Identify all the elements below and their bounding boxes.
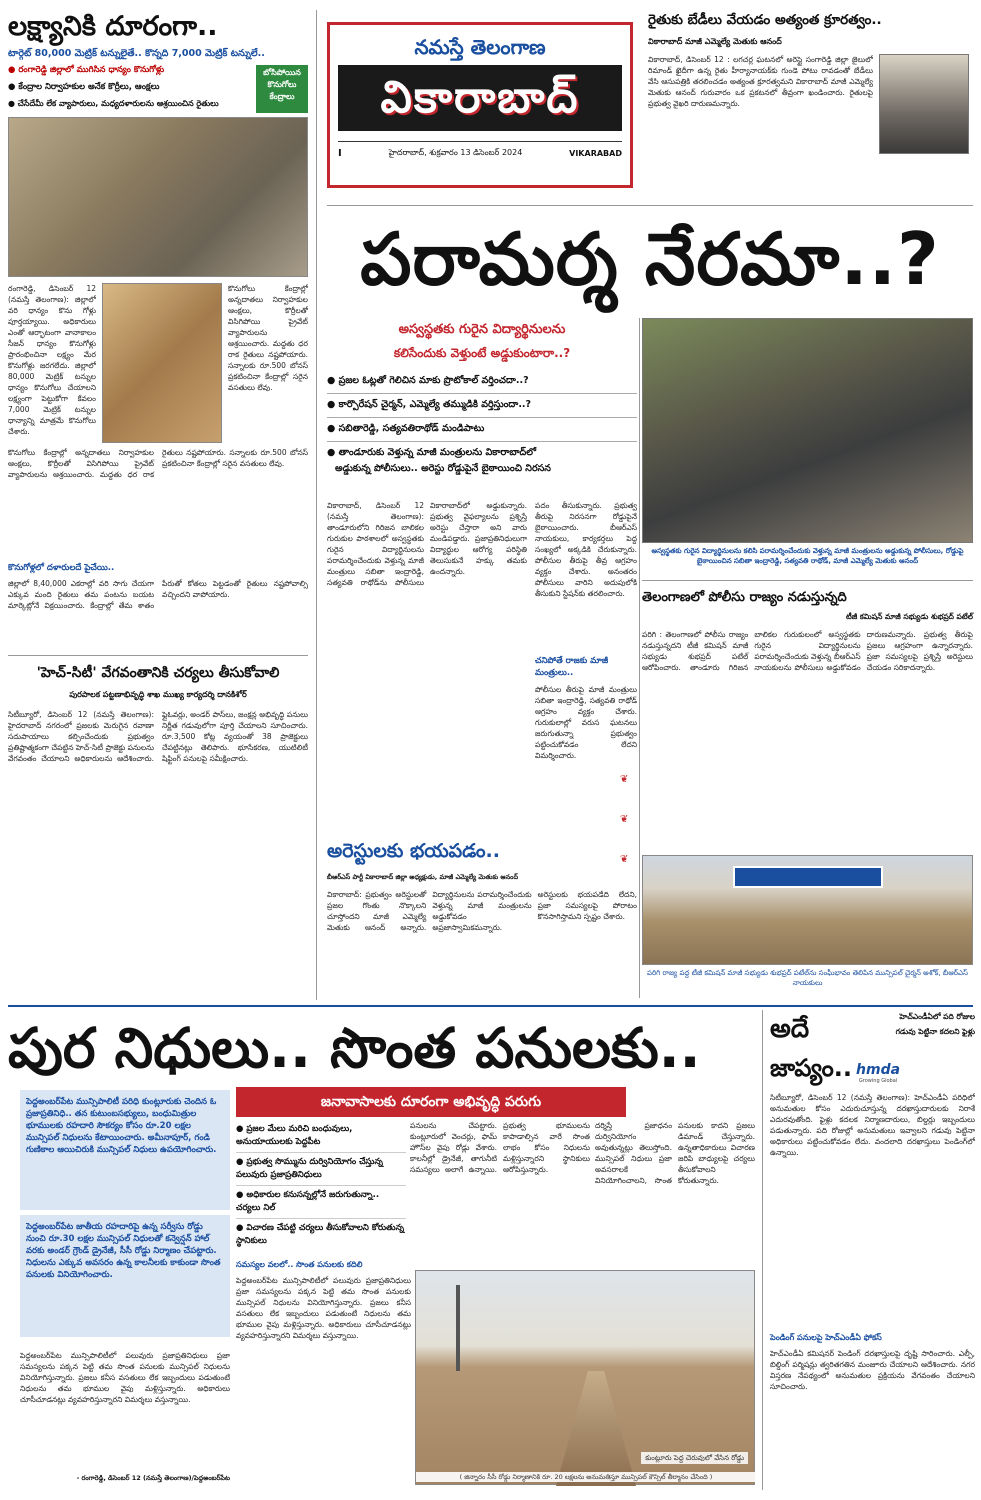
main-subheads [327,322,637,363]
hcity-subhead: పురపాలక పట్టణాభివృద్ధి శాఖ ముఖ్య కార్యదర్శి దానకిశోర్ [69,690,247,699]
bottom-body-4: పెద్దఅంబర్‌పేట మున్సిపాలిటీలో పలువురు ప్రజాప్రతినిధులు ప్రజా సమస్యలను పక్కన పెట్టి తమ సొంత పనులకు మున్సిపల్ నిధులను వినియోగిస్తున్నారు. ప్రజలు కనీస వసతులు లేక ఇబ్బందులు పడుతుంటే నిధులను తమ భూముల వైపు మళ్లిస్తున్నారు. అధికారులు చూసీచూడనట్లు వ్యవహరిస్తున్నారని విమర్శలు వస్తున్నాయి. [236,1276,411,1340]
station-sign [733,866,883,888]
hmda-logo [856,1062,900,1084]
hmda-mini-head: పెండింగ్ పనులపై హెచ్‌ఎండీఏ ఫోకస్ [770,1333,882,1342]
blue-box-1 [20,1090,230,1210]
bottom-body-3: దర్శిస్తే ప్రజాధనం దుర్వినియోగం అవుతున్నట్లు తెలుస్తోంది. మున్సిపల్ నిధులు ప్రజా అవసరాలకే వినియోగించాలని, సొంత పనులకు కాదని ప్రజలు డిమాండ్ చేస్తున్నారు. ఉన్నతాధికారులు విచారణ జరిపి బాధ్యులపై చర్యలు తీసుకోవాలని కోరుతున్నారు. [595,1121,755,1185]
hmda-kicker-2: గడువు పెట్టినా కదలని ఫైళ్లు [895,1027,975,1036]
hcity-story [8,665,308,995]
main-headline: పరామర్శ నేరమా..? [360,217,940,301]
police-divider [642,580,973,581]
arrest-subhead: బీఆర్‌ఎస్ పార్టీ వికారాబాద్ జిల్లా అధ్యక్షుడు, మాజీ ఎమ్మెల్యే మెతుకు ఆనంద్ [327,873,519,881]
arrest-headline: అరెస్టులకు భయపడం.. [327,840,500,862]
left-body-3: జిల్లాలో 8,40,000 ఎకరాల్లో వరి సాగు చేయగా ఎక్కువ మంది రైతులు తమ పంటను బయట మార్కెట్లోనే విక్రయించారు. కేంద్రాల్లో తేమ శాతం పేరుతో కోతలు పెట్టడంతో రైతులు నష్టపోవాల్సి వచ్చిందని వాపోయారు. [8,579,308,610]
hcity-body: సిటీబ్యూరో, డిసెంబర్ 12 (నమస్తే తెలంగాణ): హైదరాబాద్ నగరంలో ప్రజలకు మెరుగైన రవాణా సదుపాయాలు కల్పించేందుకు ప్రభుత్వం ప్రతిష్టాత్మకంగా చేపట్టిన హెచ్-సిటీ ప్రాజెక్టు పనులను వేగవంతం చేయాలని అధికారులను ఆదేశించారు. ఫ్లైఓవర్లు, అండర్ పాస్‌లు, జంక్షన్ల అభివృద్ధి పనులు నిర్ణీత గడువులోగా పూర్తి చేయాలని సూచించారు. రూ.3,500 కోట్ల వ్యయంతో 38 ప్రాజెక్టులు చేపట్టినట్లు తెలిపారు. భూసేకరణ, యుటిలిటీ షిఫ్టింగ్ పనులపై సమీక్షించారు. [8,710,308,763]
bottom-bullet-3: ● అధికారుల కనుసన్నల్లోనే జరుగుతున్నా.. చర్యలు నిల్ [236,1186,406,1219]
police-station-photo [642,855,973,965]
road-photo-caption: కుంట్లూరు పెద్ద చెరువులో వేసిన రోడ్డు [641,1452,748,1464]
road-photo-caption-2: ( జిన్నారం సీసీ రోడ్డు నిర్మాణానికి రూ. 20 లక్షలను అనుమతిస్తూ మున్సిపల్ కౌన్సిల్ తీర్మానం చేసింది ) [416,1472,756,1482]
top-right-story [648,12,973,212]
bottom-red-banner: జనావాసాలకు దూరంగా అభివృద్ధి పరుగు [236,1087,626,1117]
bottom-divider [8,1005,973,1007]
bottom-bullets [236,1120,406,1251]
left-bullet-1: ● రంగారెడ్డి జిల్లాలో ముగిసిన ధాన్యం కొనుగోళ్లు [8,65,165,75]
left-bullet-3: ● చేసేదేమీ లేక వ్యాపారులు, మధ్యదళారులను ఆశ్రయించిన రైతులు [8,99,219,108]
edition-title: వికారాబాద్ [338,65,622,131]
bottom-byline: - రంగారెడ్డి, డిసెంబర్ 12 (నమస్తే తెలంగాణ)/పెద్దఅంబర్‌పేట [76,1474,230,1482]
left-headline: లక్ష్యానికి దూరంగా.. [8,11,218,42]
paddy-workers-photo [8,117,308,277]
main-subhead-2: కలిసేందుకు వెళ్తుంటే అడ్డుకుంటారా..? [393,346,571,360]
top-right-body: వికారాబాద్, డిసెంబర్ 12 : లగచర్ల ఘటనలో అరెస్టై సంగారెడ్డి జిల్లా జైలులో రిమాండ్ ఖైదీగా ఉన్న రైతు హీర్యానాయక్‌కు గుండె పోటు రావడంతో బేడీలు వేసి ఆసుపత్రికి తరలించడం అత్యంత క్రూరత్వమని వికారాబాద్ మాజీ ఎమ్మెల్యే మెతుకు ఆనంద్ గురువారం ఒక ప్రకటనలో తీవ్రంగా ఖండించారు. రైతులపై ప్రభుత్వ వైఖరి దారుణమన్నారు. [648,55,873,108]
left-subhead: టార్గెట్ 80,000 మెట్రిక్ టన్నులైతే.. కొన్నది 7,000 మెట్రిక్ టన్నులే.. [8,48,265,59]
hmda-headline-2: జాప్యం.. [770,1054,853,1082]
protest-photo [642,318,973,543]
middle-vertical-rule [639,318,640,998]
police-story [642,590,973,990]
arrest-story [327,840,637,990]
top-right-subhead: వికారాబాద్ మాజీ ఎమ్మెల్యే మెతుకు ఆనంద్ [648,37,782,46]
hmda-story [770,1012,975,1492]
bottom-vertical-rule [762,1010,763,1490]
bottom-bullet-4: ● విచారణ చేపట్టి చర్యలు తీసుకోవాలని కోరుతున్న స్థానికులు [236,1223,405,1246]
main-bullet-5: అడ్డుకున్న పోలీసులు.. అరెస్టు రోడ్డుపైనే బైఠాయించి నిరసన [335,463,551,474]
hmda-kicker-1: హెచ్‌ఎండీఏలో పది రోజుల [899,1012,975,1021]
bottom-body-2: పనులను చేపట్టారు. కుంట్లూరులో వెంచర్లు, ఫామ్ హౌస్‌ల వైపు రోడ్లు వేశారు. కాలనీల్లో డ్రైనేజీ, తాగునీటి సమస్యలు అలాగే ఉన్నాయి. ప్రభుత్వ భూములను కాపాడాల్సిన వారే సొంత లాభం కోసం నిధులను మళ్లిస్తున్నారని స్థానికులు ఆరోపిస్తున్నారు. [410,1121,590,1174]
paper-name: నమస్తే తెలంగాణ [414,35,546,59]
paddy-bags-photo [102,283,222,443]
decorative-flourish: ❦ ❦ ❦ [620,774,629,865]
side-box: బోసిపోయిన కొనుగోలు కేంద్రాలు [256,65,308,113]
bottom-headline: పుర నిధులు.. సొంత పనులకు.. [8,1016,701,1080]
arrest-body: వికారాబాద్: ప్రభుత్వం అరెస్టులతో ప్రజల గొంతు నొక్కాలని చూస్తోందని మాజీ ఎమ్మెల్యే మెతుకు ఆనంద్ అన్నారు. విద్యార్థినులను పరామర్శించేందుకు వెళ్తున్న మాజీ మంత్రులను అడ్డుకోవడం అప్రజాస్వామికమన్నారు. అరెస్టులకు భయపడేది లేదని, ప్రజా సమస్యలపై పోరాటం కొనసాగిస్తామని స్పష్టం చేశారు. [327,890,637,932]
road-strip [556,1371,636,1486]
main-body-1: వికారాబాద్, డిసెంబర్ 12 (నమస్తే తెలంగాణ): తాండూరులోని గిరిజన బాలికల గురుకుల పాఠశాలలో అస్వస్థతకు గురైన విద్యార్థినులను పరామర్శించేందుకు వెళ్తున్న మాజీ మంత్రులు సబితా ఇంద్రారెడ్డి, సత్యవతి రాథోడ్‌ను పోలీసులు వికారాబాద్‌లో అడ్డుకున్నారు. ప్రభుత్వ వైఫల్యాలను ప్రశ్నిస్తే అరెస్టు చేస్తారా అని వారు మండిపడ్డారు. ప్రజాప్రతినిధులుగా విద్యార్థుల ఆరోగ్య పరిస్థితి తెలుసుకునే హక్కు తమకు ఉందన్నారు. [327,501,527,587]
bottom-bullet-1: ● ప్రజల మేలు మరిచి బంధువులు, అనుయాయులకు పెద్దపీట [236,1120,406,1153]
left-mini-head: కొనుగోళ్లలో దళారులదే పైచేయి.. [8,563,115,573]
edition-en: VIKARABAD [569,149,622,158]
left-body-1: రంగారెడ్డి, డిసెంబర్ 12 (నమస్తే తెలంగాణ): జిల్లాలో వరి ధాన్యం కొను గోళ్లు పూర్తయ్యాయి. అధికారులు ఎంతో ఆర్భాటంగా వానాకాలం సీజన్ ధాన్యం కొనుగోళ్లు ప్రారంభించినా లక్ష్యం మేర కొనుగోళ్లు జరగలేదు. జిల్లాలో 80,000 మెట్రిక్ టన్నుల ధాన్యం కొనుగోలు చేయాలని లక్ష్యంగా పెట్టుకోగా కేవలం 7,000 మెట్రిక్ టన్నుల ధాన్యాన్ని మాత్రమే కొనుగోలు చేశారు. [8,284,96,436]
hmda-body-2: హెచ్‌ఎండీఏ కమిషనర్ పెండింగ్ దరఖాస్తులపై దృష్టి సారించారు. ఎల్పీ, బిల్డింగ్ పర్మిషన్లు త్వరితగతిన మంజూరు చేయాలని ఆదేశించారు. నగర విస్తరణ నేపథ్యంలో అనుమతుల ప్రక్రియను వేగవంతం చేయాలని సూచించారు. [770,1349,975,1391]
anand-portrait [879,54,969,154]
bottom-mid-head: సమస్యల వలలో.. సొంత పనులకు కదిలి [236,1260,363,1269]
left-divider [8,655,308,656]
police-subhead: టీజీ కమిషన్ మాజీ సభ్యుడు శుభప్రద్ పటేల్ [845,612,973,621]
hmda-body-1: సిటీబ్యూరో, డిసెంబర్ 12 (నమస్తే తెలంగాణ): హెచ్‌ఎండీఏ పరిధిలో అనుమతుల కోసం ఎదురుచూస్తున్న దరఖాస్తుదారులకు నిరాశే ఎదురవుతోంది. ఫైళ్లు కదలక నిర్మాణదారులు, బిల్డర్లు ఇబ్బందులు పడుతున్నారు. పది రోజుల్లో అనుమతులు ఇవ్వాలని గడువు పెట్టినా అధికారులు పట్టించుకోవడం లేదు. వందలాది దరఖాస్తులు పెండింగ్‌లో ఉన్నాయి. [770,1093,975,1157]
hmda-logo-text: hmda [856,1062,901,1078]
tower-icon [456,1285,460,1371]
main-body-2: పదం తీసుకున్నారు. ప్రభుత్వ తీరుపై నిరసనగా రోడ్డుపైనే బైఠాయించారు. బీఆర్‌ఎస్ నాయకులు, కార్యకర్తలు పెద్ద సంఖ్యలో అక్కడికి చేరుకున్నారు. పోలీసుల తీరుపై తీవ్ర ఆగ్రహం వ్యక్తం చేశారు. అనంతరం పోలీసులు వారిని అదుపులోకి తీసుకుని స్టేషన్‌కు తరలించారు. [535,501,637,598]
left-bullet-2: ● కేంద్రాల నిర్వాహకుల అనేక కొర్రీలు, ఆంక్షలు [8,82,160,92]
hcity-headline: 'హెచ్-సిటీ' వేగవంతానికి చర్యలు తీసుకోవాలి [36,665,280,681]
left-story [8,10,308,750]
blue-box-2-text: పెద్దఅంబర్‌పేట జాతీయ రహదారిపై ఉన్న సర్వీసు రోడ్డు నుంచి రూ.30 లక్షల మున్సిపల్ నిధులతో కన్వెన్షన్ హాల్ వరకు అండర్ గ్రౌండ్ డ్రైనేజీ, సీసీ రోడ్డు నిర్మాణం చేపట్టారు. నిధులను ఎక్కువ అవసరం ఉన్న కాలనీలకు కాకుండా సొంత పనులకు వినియోగించారు. [26,1222,221,1280]
top-right-headline: రైతుకు బేడీలు వేయడం అత్యంత క్రూరత్వం.. [648,12,882,28]
road-photo [415,1270,755,1485]
bottom-body-1: పెద్దఅంబర్‌పేట మున్సిపాలిటీలో పలువురు ప్రజాప్రతినిధులు ప్రజా సమస్యలను పక్కన పెట్టి తమ సొంత పనులకు మున్సిపల్ నిధులను వినియోగిస్తున్నారు. ప్రజలు కనీస వసతులు లేక ఇబ్బందులు పడుతుంటే నిధులను తమ భూముల వైపు మళ్లిస్తున్నారు. అధికారులు చూసీచూడనట్లు వ్యవహరిస్తున్నారని విమర్శలు వస్తున్నాయి. [20,1351,230,1404]
main-body-3: పోలీసుల తీరుపై మాజీ మంత్రులు సబితా ఇంద్రారెడ్డి, సత్యవతి రాథోడ్ ఆగ్రహం వ్యక్తం చేశారు. గురుకులాల్లో వరుస ఘటనలు జరుగుతున్నా ప్రభుత్వం పట్టించుకోవడం లేదని విమర్శించారు. [535,685,637,760]
blue-box-1-text: పెద్దఅంబర్‌పేట మున్సిపాలిటీ పరిధి కుంట్లూరుకు చెందిన ఓ ప్రజాప్రతినిధి.. తన కుటుంబసభ్యులు, బంధుమిత్రుల భూములకు రహదారి సౌకర్యం కోసం రూ.20 లక్షల మున్సిపల్ నిధులను కేటాయించారు. అమీనాపూర్, గండి గుణికాల ఆయిచిరుకి మున్సిపల్ నిధులు ఉపయోగించారు. [26,1097,217,1155]
blue-box-2 [20,1215,230,1337]
left-body-2: కొనుగోలు కేంద్రాల్లో అన్నదాతలు నిర్వాహకుల ఆంక్షలు, కొర్రీలతో విసిగిపోయి ప్రైవేట్ వ్యాపారులను ఆశ్రయించారు. మద్దతు ధర రాక రైతులు నష్టపోయారు. సన్నాలకు రూ.500 బోనస్ ప్రకటించినా కేంద్రాల్లో సరైన వసతులు లేవు. [228,284,308,392]
dateline: హైదరాబాద్, శుక్రవారం 13 డిసెంబర్ 2024 [388,148,523,157]
main-bullet-2: ● కార్పొరేషన్ చైర్మన్, ఎమ్మెల్యే తమ్ముడికి వర్తిస్తుందా..? [327,394,637,418]
main-body-columns [327,500,637,820]
left-body-2b: కొనుగోలు కేంద్రాల్లో అన్నదాతలు నిర్వాహకుల ఆంక్షలు, కొర్రీలతో విసిగిపోయి ప్రైవేట్ వ్యాపారులను ఆశ్రయించారు. మద్దతు ధర రాక రైతులు నష్టపోయారు. సన్నాలకు రూ.500 బోనస్ ప్రకటించినా కేంద్రాల్లో సరైన వసతులు లేవు. [8,448,308,479]
hmda-logo-sub: Growing Global [858,1078,898,1084]
main-bullet-3: ● సబితారెడ్డి, సత్యవతిరాథోడ్ మండిపాటు [327,418,637,442]
page-number: I [338,148,342,159]
masthead [327,22,633,188]
main-subhead-1: అస్వస్థతకు గురైన విద్యార్థినులను [398,322,566,337]
police-headline: తెలంగాణలో పోలీసు రాజ్యం నడుస్తున్నది [642,590,847,605]
bottom-bullet-2: ● ప్రభుత్వ సొమ్మును దుర్వినియోగం చేస్తున్న పలువురు ప్రజాప్రతినిధులు [236,1153,406,1186]
protest-photo-caption: అస్వస్థతకు గురైన విద్యార్థినులను కలిసి పరామర్శించేందుకు వెళ్తున్న మాజీ మంత్రులను అడ్డుకున్న పోలీసులు, రోడ్డుపై బైఠాయించిన సబితా ఇంద్రారెడ్డి, సత్యవతి రాథోడ్, మాజీ ఎమ్మెల్యే మెతుకు ఆనంద్ [651,547,964,565]
bottom-left-body [20,1350,230,1490]
main-mini-head: చనిపోతే రాజకు మాజీ మంత్రులు.. [535,656,609,678]
police-body: పరిగి : తెలంగాణలో పోలీసు రాజ్యం నడుస్తున్నదని టీజీ కమిషన్ మాజీ సభ్యుడు శుభప్రద్ పటేల్ ఆరోపించారు. తాండూరు గిరిజన బాలికల గురుకులంలో అస్వస్థతకు గురైన విద్యార్థినులను పరామర్శించేందుకు వెళ్తున్న బీఆర్‌ఎస్ నాయకులను పోలీసులు అడ్డుకోవడం దారుణమన్నారు. ప్రభుత్వ తీరుపై ప్రజలు ఆగ్రహంగా ఉన్నారన్నారు. ప్రజా సమస్యలపై ప్రశ్నిస్తే అరెస్టులు చేయడం సరికాదన్నారు. [642,630,973,672]
left-vertical-rule [316,10,317,1000]
hmda-headline-1: అదే [770,1014,810,1044]
top-divider [327,205,973,206]
main-bullet-4: ● తాండూరుకు వెళ్తున్న మాజీ మంత్రులను వికారాబాద్‌లో [327,447,537,458]
main-bullets [327,370,637,481]
main-bullet-1: ● ప్రజల ఓట్లతో గెలిచిన మాకు ప్రొటోకాల్ వర్తించదా..? [327,370,637,394]
police-photo-caption: పరిగి రాజ్య పద్ద టీజీ కమిషన్ మాజీ సభ్యుడు శుభప్రద్ పటేల్‌ను సంఘీభావం తెలిపిన మున్సిపల్ చైర్మన్ అశోక్, బీఆర్‌ఎస్ నాయకులు [647,969,968,987]
